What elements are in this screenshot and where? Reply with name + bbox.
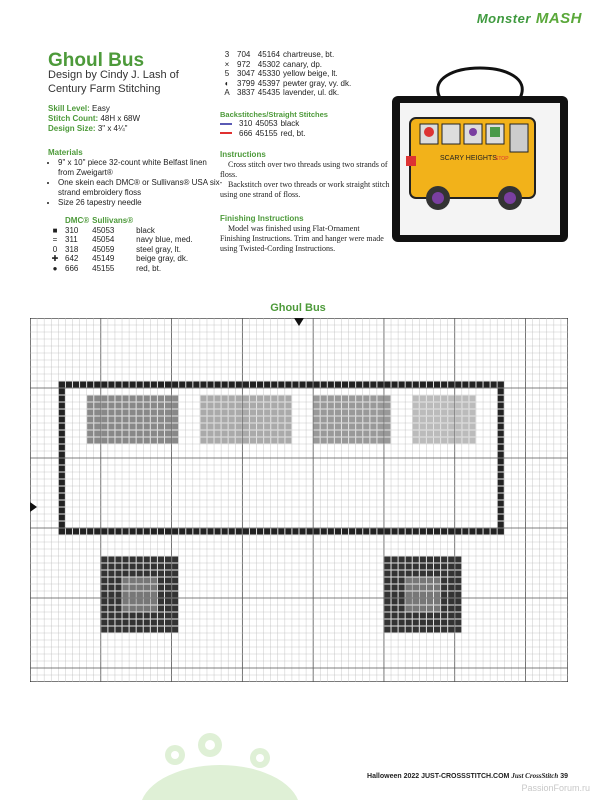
floss-table-left: [48, 216, 196, 273]
floss-row: [220, 69, 354, 79]
floss-dmc: 704: [237, 50, 251, 59]
floss-name: navy blue, med.: [136, 235, 193, 244]
floss-name: yellow beige, lt.: [283, 69, 338, 78]
floss-name: lavender, ul. dk.: [283, 88, 340, 97]
floss-dmc: 311: [65, 235, 78, 244]
floss-name: red, bt.: [136, 263, 162, 273]
floss-dmc: 310: [65, 225, 79, 235]
skill-label: Skill Level:: [48, 104, 90, 113]
instructions-heading: Instructions: [220, 150, 266, 159]
floss-row: [220, 88, 354, 98]
floss-symbol: 5: [224, 69, 230, 78]
count-value: 48H x 68W: [100, 114, 141, 123]
floss-name: canary, dp.: [283, 59, 323, 69]
backstitch-heading: Backstitches/Straight Stitches: [220, 110, 328, 119]
floss-row: [48, 226, 196, 236]
dmc-header: DMC®: [65, 216, 90, 225]
backstitch-swatch: [220, 119, 239, 129]
floss-sullivans: 45164: [257, 50, 281, 59]
stop-text: STOP: [495, 156, 509, 162]
floss-sullivans: 45302: [257, 59, 281, 69]
floss-name: steel gray, lt.: [136, 244, 181, 254]
floss-sullivans: 45330: [257, 69, 281, 78]
material-item: • 9" x 10" piece 32-count white Belfast linen from Zweigart®: [58, 158, 223, 178]
floss-row: [48, 264, 196, 274]
instructions-p2: Backstitch over two threads or work straight stitch using one strand of floss.: [220, 180, 390, 199]
size-value: 3" x 4¼": [97, 124, 128, 133]
banner-part1: Monster: [476, 11, 531, 26]
backstitch-swatch: [220, 129, 239, 139]
floss-name: pewter gray, vy. dk.: [283, 78, 352, 88]
floss-dmc: 666: [239, 128, 253, 138]
floss-sullivans: 45053: [255, 119, 278, 128]
floss-sullivans: 45155: [92, 263, 115, 273]
floss-sullivans: 45397: [257, 78, 281, 88]
bus-text: SCARY HEIGHTS: [440, 155, 497, 162]
size-label: Design Size:: [48, 124, 96, 133]
specs: [48, 104, 140, 134]
floss-symbol: ×: [224, 59, 230, 69]
floss-row: [220, 60, 354, 70]
footer-issue: Halloween 2022: [367, 773, 420, 780]
cross-stitch-chart: [30, 318, 568, 682]
floss-symbol: ●: [52, 263, 58, 273]
floss-dmc: 310: [239, 119, 253, 128]
floss-dmc: 318: [65, 244, 79, 254]
backstitch-legend: [220, 110, 328, 138]
watermark: PassionForum.ru: [521, 783, 590, 793]
floss-row: [220, 119, 309, 129]
floss-symbol: 3: [224, 50, 230, 59]
floss-sullivans: 45155: [255, 128, 278, 138]
material-item: • One skein each DMC® or Sullivans® USA six-strand embroidery floss: [58, 178, 223, 198]
footer-mag: Just CrossStitch: [511, 772, 559, 780]
floss-row: [220, 129, 309, 139]
floss-row: [220, 79, 354, 89]
page-number: 39: [560, 773, 568, 780]
floss-row: [48, 235, 196, 245]
floss-symbol: ■: [52, 225, 58, 235]
floss-row: [48, 245, 196, 255]
floss-sullivans: 45435: [257, 88, 281, 97]
chart-title: Ghoul Bus: [270, 302, 326, 314]
page-title: Ghoul Bus: [48, 50, 145, 71]
floss-name: black: [136, 225, 155, 235]
banner-part2: MASH: [535, 10, 582, 27]
series-banner: [477, 10, 582, 28]
floss-sullivans: 45053: [92, 225, 115, 235]
floss-name: red, bt.: [280, 128, 306, 138]
instructions: [220, 150, 390, 200]
floss-symbol: ◐: [224, 78, 230, 88]
floss-list-right: [220, 50, 354, 98]
ornament-photo: [380, 48, 580, 248]
floss-symbol: =: [52, 235, 58, 244]
floss-name: chartreuse, bt.: [283, 50, 335, 59]
floss-sullivans: 45054: [92, 235, 115, 244]
finishing: [220, 214, 390, 254]
monster-decoration: [120, 720, 320, 800]
floss-name: black: [280, 119, 300, 128]
floss-sullivans: 45059: [92, 244, 115, 254]
material-item: • Size 26 tapestry needle: [58, 198, 223, 208]
floss-name: beige gray, dk.: [136, 254, 189, 263]
floss-dmc: 642: [65, 254, 79, 263]
materials: [48, 158, 223, 273]
floss-dmc: 3837: [237, 88, 255, 97]
page-footer: [367, 772, 568, 780]
floss-row: [48, 254, 196, 264]
byline: Design by Cindy J. Lash of Century Farm Stitching: [48, 69, 179, 95]
floss-symbol: A: [224, 88, 230, 97]
floss-dmc: 666: [65, 263, 79, 273]
count-label: Stitch Count:: [48, 114, 99, 123]
floss-dmc: 3799: [237, 78, 255, 88]
finishing-p1: Model was finished using Flat-Ornament Finishing Instructions. Trim and hanger were made using Twisted-Cording Instructions.: [220, 224, 384, 253]
floss-dmc: 972: [237, 59, 251, 69]
floss-symbol: ✚: [51, 254, 59, 263]
materials-heading: Materials: [48, 148, 83, 157]
footer-site: JUST-CROSSSTITCH.COM: [421, 773, 510, 780]
floss-sullivans: 45149: [92, 254, 115, 263]
skill-value: Easy: [92, 104, 110, 113]
floss-row: [220, 50, 354, 60]
sullivans-header: Sullivans®: [92, 216, 134, 225]
finishing-heading: Finishing Instructions: [220, 214, 304, 223]
floss-dmc: 3047: [237, 69, 255, 78]
instructions-p1: Cross stitch over two threads using two strands of floss.: [220, 160, 388, 179]
floss-symbol: 0: [52, 244, 58, 254]
